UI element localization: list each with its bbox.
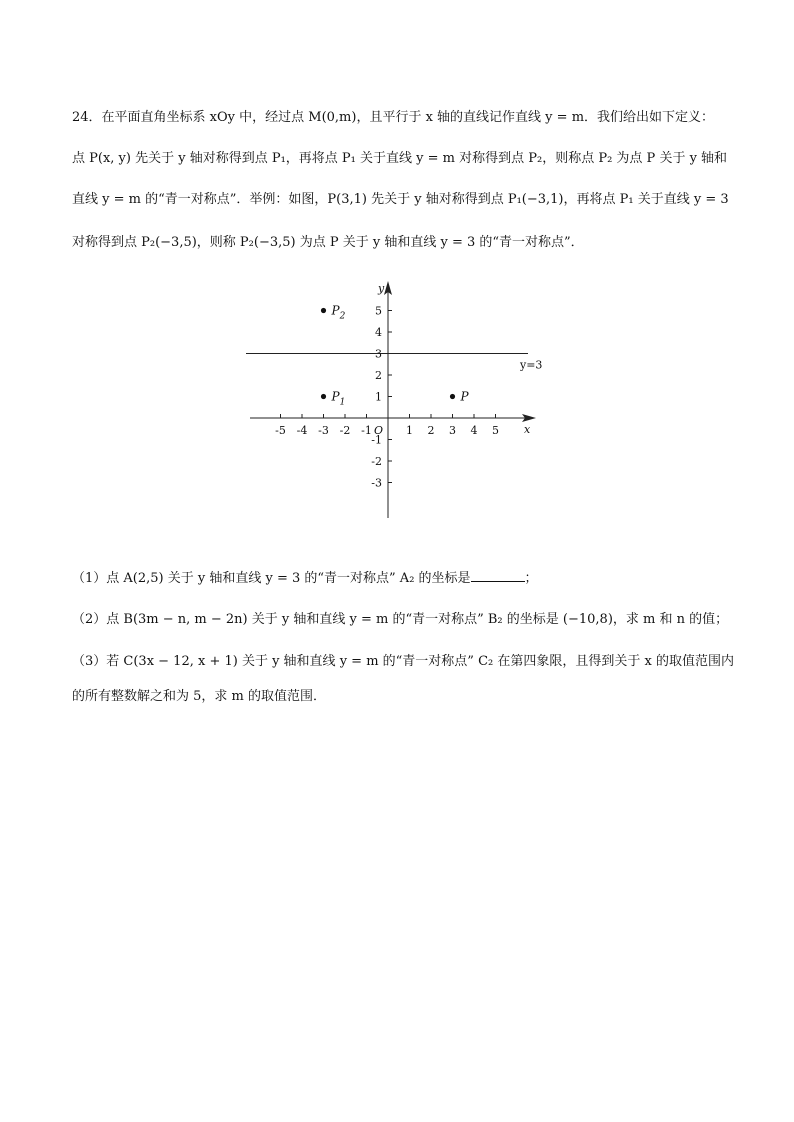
x-tick-label: 4 — [470, 424, 478, 437]
x-tick-label: -4 — [296, 424, 308, 437]
problem-line-4: 对称得到点 P₂(−3,5)，则称 P₂(−3,5) 为点 P 关于 y 轴和直线 y = 3 的“青一对称点”． — [72, 235, 584, 250]
y-tick-label: 2 — [375, 369, 382, 382]
x-tick-label: 1 — [406, 424, 413, 437]
question-1-suffix: ； — [524, 571, 538, 586]
x-axis-label: x — [524, 423, 531, 436]
problem-line-3: 直线 y = m 的“青一对称点”．举例：如图，P(3,1) 先关于 y 轴对称得到点 P₁(−3,1)，再将点 P₁ 关于直线 y = 3 — [72, 192, 729, 207]
x-tick-label: 3 — [449, 424, 456, 437]
origin-label: O — [374, 424, 384, 437]
question-2: （2）点 B(3m − n, m − 2n) 关于 y 轴和直线 y = m 的“青一对称点” B₂ 的坐标是 (−10,8)，求 m 和 n 的值； — [72, 612, 729, 627]
point-marker — [450, 394, 455, 399]
point-label-main: P — [460, 389, 469, 404]
point-label-subscript: 1 — [339, 397, 346, 408]
point-label — [460, 390, 470, 404]
y-tick-label: -3 — [371, 476, 382, 490]
problem-line-2: 点 P(x, y) 先关于 y 轴对称得到点 P₁，再将点 P₁ 关于直线 y = m 对称得到点 P₂，则称点 P₂ 为点 P 关于 y 轴和 — [72, 151, 728, 166]
y-tick-label: -1 — [371, 433, 382, 447]
y-tick-label: -2 — [371, 455, 382, 468]
problem-line-1: 24．在平面直角坐标系 xOy 中，经过点 M(0,m)，且平行于 x 轴的直线记作直线 y = m．我们给出如下定义： — [72, 110, 715, 125]
y-axis-label: y — [378, 282, 385, 295]
y-tick-label: 4 — [375, 326, 382, 339]
y-tick-label: 1 — [375, 390, 382, 404]
coordinate-figure — [240, 278, 550, 523]
x-tick-label: -1 — [361, 424, 372, 437]
point-label-subscript: 2 — [339, 311, 346, 322]
question-1 — [72, 571, 732, 585]
x-tick-label: -3 — [318, 424, 329, 437]
x-tick-label: 5 — [492, 424, 499, 437]
question-3-line-1: （3）若 C(3x − 12, x + 1) 关于 y 轴和直线 y = m 的“青一对称点” C₂ 在第四象限，且得到关于 x 的取值范围内 — [72, 654, 734, 669]
y-tick-label: 3 — [375, 347, 382, 361]
question-3-line-2: 的所有整数解之和为 5，求 m 的取值范围． — [72, 689, 326, 704]
x-tick-label: -2 — [339, 424, 351, 437]
point-marker — [321, 394, 326, 399]
point-label-main: P — [331, 303, 340, 318]
question-1-text: （1）点 A(2,5) 关于 y 轴和直线 y = 3 的“青一对称点” A₂ 的坐标是 — [72, 571, 471, 586]
point-label — [331, 390, 346, 408]
line-label: y=3 — [520, 358, 543, 372]
point-label-main: P — [331, 389, 340, 404]
point-marker — [321, 308, 326, 313]
x-tick-label: -5 — [275, 424, 286, 437]
answer-blank[interactable] — [471, 571, 525, 582]
y-tick-label: 5 — [375, 304, 382, 318]
point-label — [331, 304, 346, 322]
x-tick-label: 2 — [427, 424, 435, 437]
